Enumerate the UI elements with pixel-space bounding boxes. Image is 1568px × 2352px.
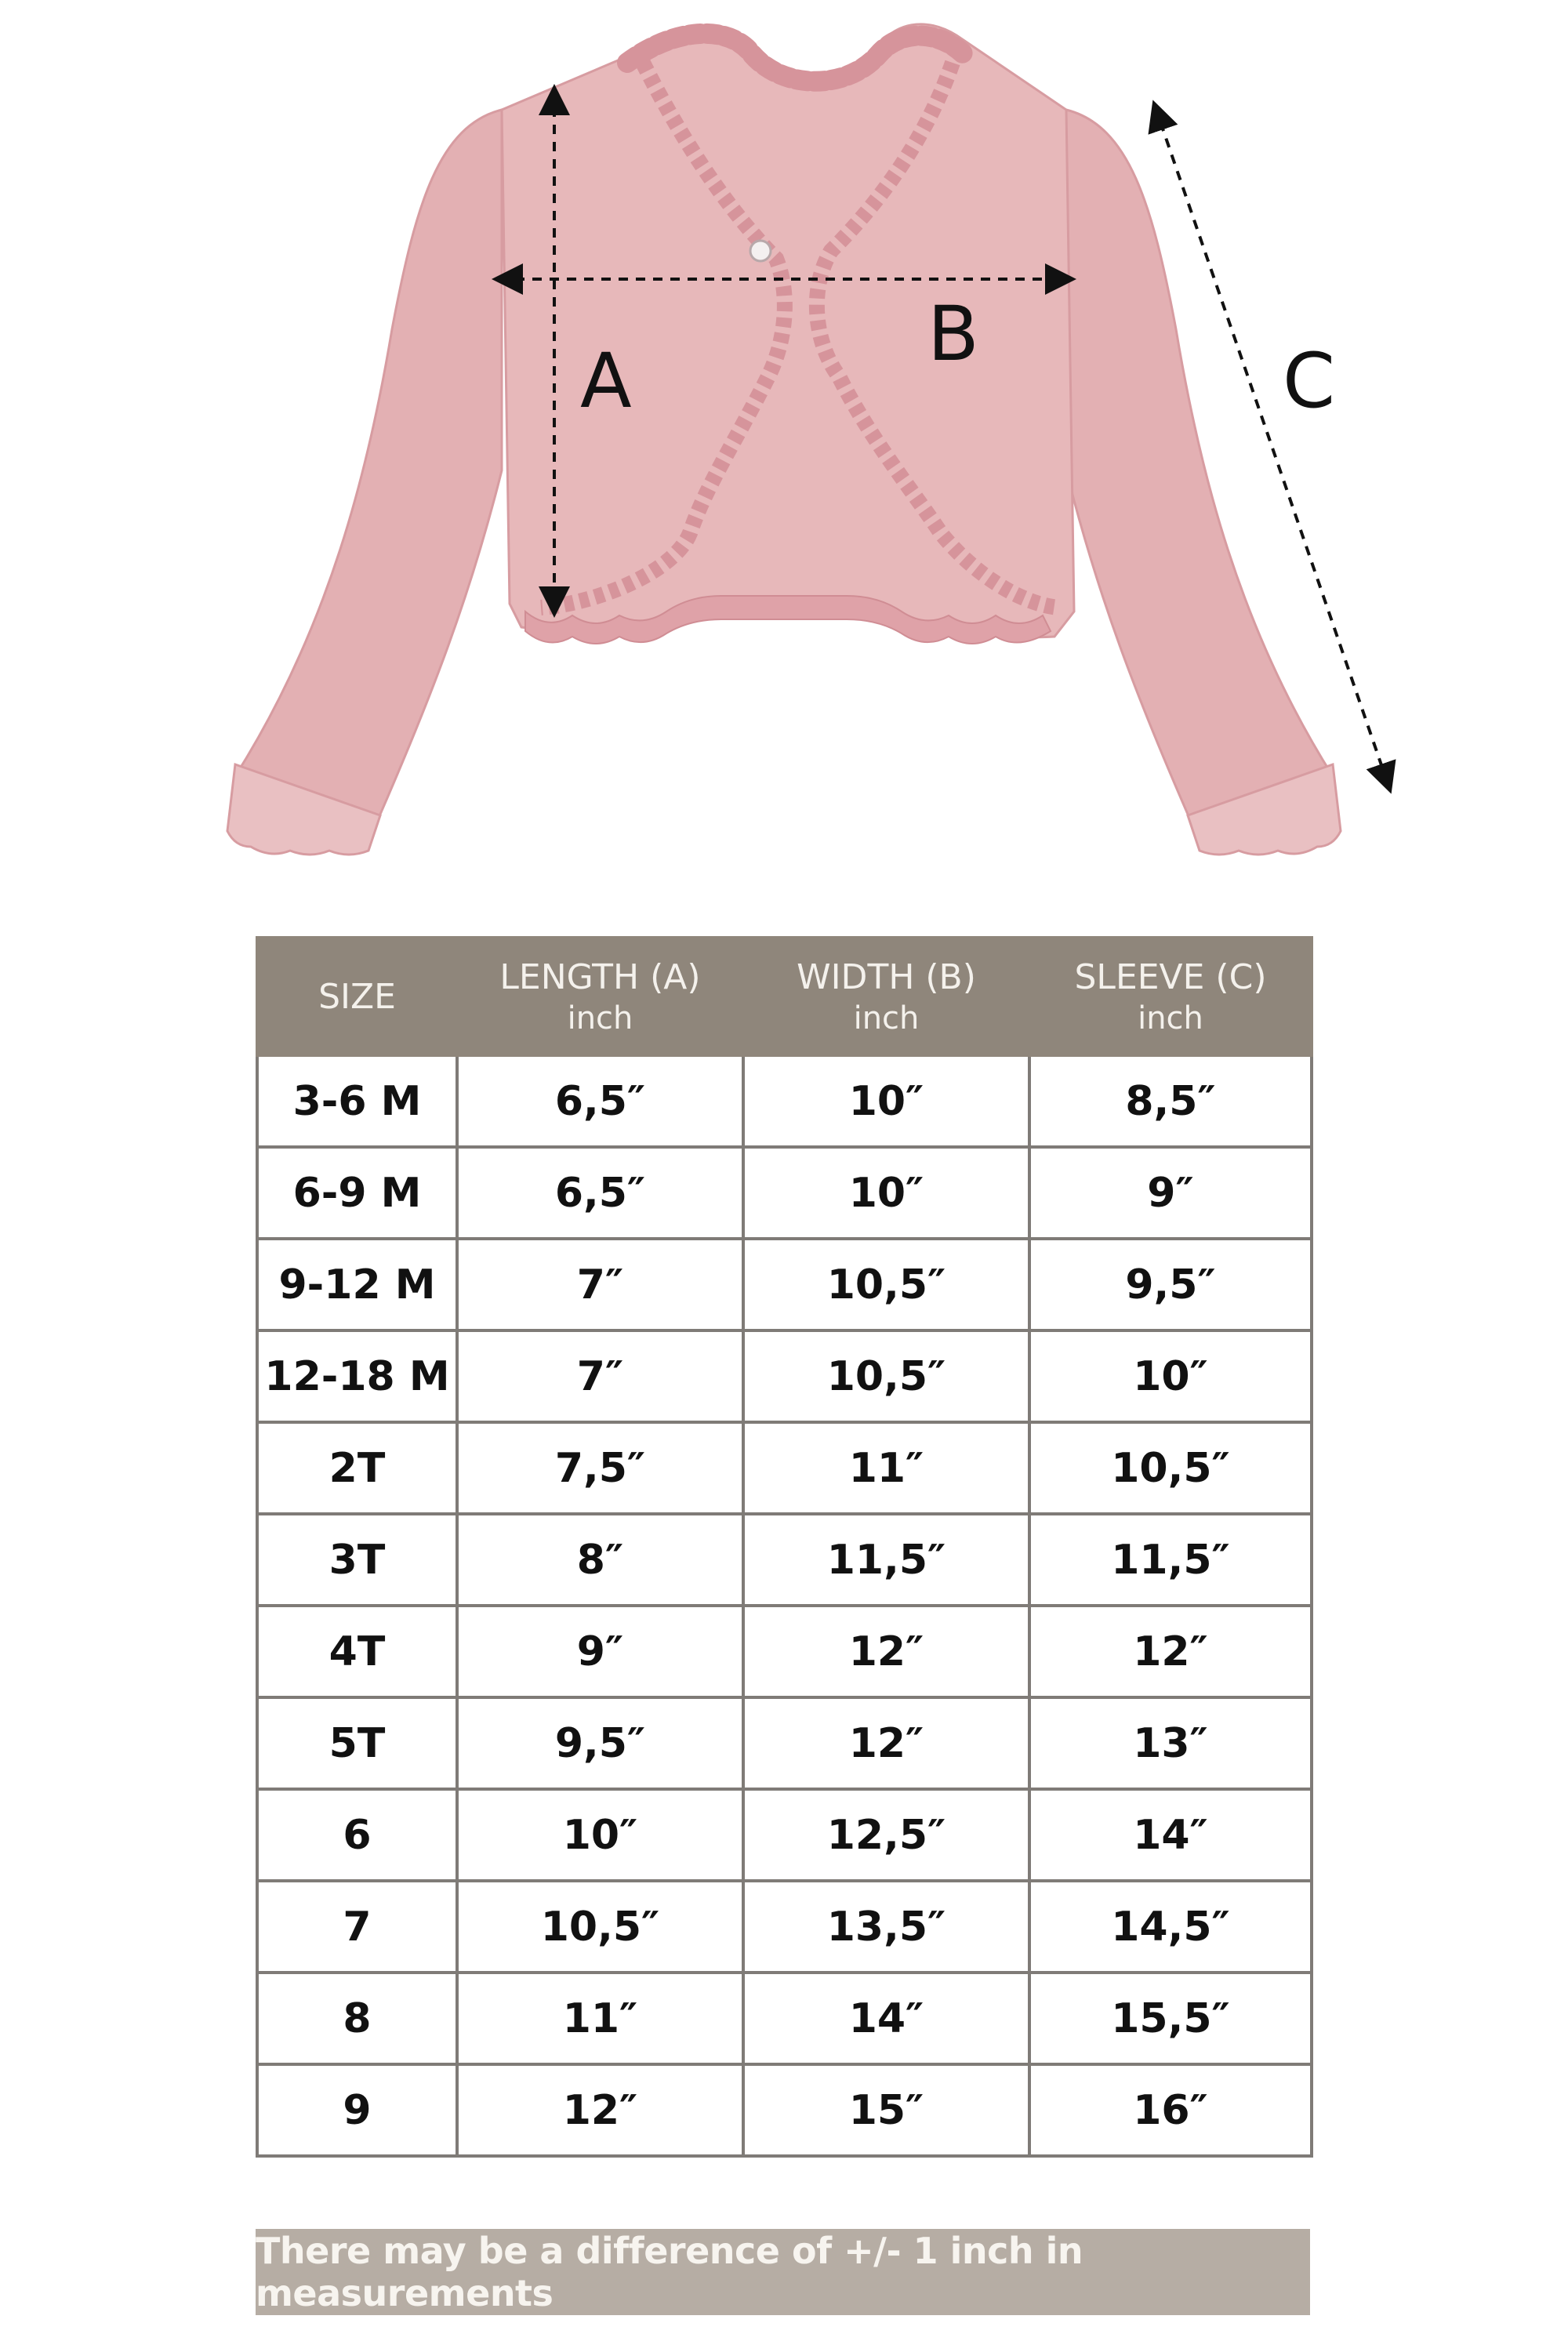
width-cell: 13,5″ [743, 1881, 1029, 1973]
measurement-note [256, 2229, 1310, 2315]
size-cell: 8 [257, 1973, 457, 2064]
length-cell: 7″ [457, 1239, 743, 1330]
table-row [257, 1422, 1312, 1514]
cardigan-illustration [0, 0, 1568, 878]
sleeve-cell: 13″ [1029, 1697, 1312, 1789]
sleeve-cell: 9″ [1029, 1147, 1312, 1239]
sleeve-cell: 14″ [1029, 1789, 1312, 1881]
table-row [257, 1789, 1312, 1881]
width-cell: 15″ [743, 2064, 1029, 2156]
right-sleeve [1066, 110, 1336, 829]
sleeve-cell: 14,5″ [1029, 1881, 1312, 1973]
width-cell: 10,5″ [743, 1239, 1029, 1330]
header-size-label: SIZE [318, 976, 396, 1017]
sleeve-cell: 8,5″ [1029, 1055, 1312, 1147]
table-row [257, 1697, 1312, 1789]
width-cell: 10″ [743, 1055, 1029, 1147]
length-cell: 9″ [457, 1606, 743, 1697]
size-cell: 4T [257, 1606, 457, 1697]
measurement-note-text: There may be a difference of +/- 1 inch in measurements [256, 2230, 1083, 2314]
width-cell: 12″ [743, 1606, 1029, 1697]
sleeve-cell: 10″ [1029, 1330, 1312, 1422]
sleeve-cell: 9,5″ [1029, 1239, 1312, 1330]
sleeve-cell: 12″ [1029, 1606, 1312, 1697]
table-row [257, 1973, 1312, 2064]
length-cell: 12″ [457, 2064, 743, 2156]
length-cell: 10,5″ [457, 1881, 743, 1973]
header-sleeve-unit: inch [1138, 1000, 1203, 1036]
sleeve-cell: 10,5″ [1029, 1422, 1312, 1514]
table-row [257, 1330, 1312, 1422]
header-length-label: LENGTH (A) [499, 956, 701, 997]
length-cell: 7″ [457, 1330, 743, 1422]
size-cell: 6-9 M [257, 1147, 457, 1239]
header-sleeve [1029, 938, 1312, 1055]
length-label: A [580, 337, 632, 425]
width-cell: 10″ [743, 1147, 1029, 1239]
header-width-unit: inch [853, 1000, 920, 1036]
length-cell: 6,5″ [457, 1147, 743, 1239]
button [750, 241, 771, 261]
length-cell: 11″ [457, 1973, 743, 2064]
size-cell: 7 [257, 1881, 457, 1973]
width-cell: 11″ [743, 1422, 1029, 1514]
size-cell: 9-12 M [257, 1239, 457, 1330]
table-row [257, 1147, 1312, 1239]
size-cell: 9 [257, 2064, 457, 2156]
header-width [743, 938, 1029, 1055]
sleeve-cell: 16″ [1029, 2064, 1312, 2156]
width-cell: 11,5″ [743, 1514, 1029, 1606]
sleeve-cell: 11,5″ [1029, 1514, 1312, 1606]
width-cell: 12,5″ [743, 1789, 1029, 1881]
table-row [257, 1055, 1312, 1147]
length-cell: 7,5″ [457, 1422, 743, 1514]
sleeve-label: C [1283, 337, 1336, 425]
size-cell: 2T [257, 1422, 457, 1514]
header-length [457, 938, 743, 1055]
header-row [257, 938, 1312, 1055]
length-cell: 9,5″ [457, 1697, 743, 1789]
size-cell: 5T [257, 1697, 457, 1789]
size-cell: 3-6 M [257, 1055, 457, 1147]
table-row [257, 1239, 1312, 1330]
header-sleeve-label: SLEEVE (C) [1074, 956, 1267, 997]
cardigan-body [502, 24, 1074, 637]
length-cell: 8″ [457, 1514, 743, 1606]
size-cell: 6 [257, 1789, 457, 1881]
size-cell: 12-18 M [257, 1330, 457, 1422]
table-row [257, 1514, 1312, 1606]
length-cell: 10″ [457, 1789, 743, 1881]
left-sleeve [235, 110, 502, 829]
width-cell: 14″ [743, 1973, 1029, 2064]
width-cell: 10,5″ [743, 1330, 1029, 1422]
table-row [257, 2064, 1312, 2156]
table-row [257, 1606, 1312, 1697]
header-length-unit: inch [567, 1000, 633, 1036]
table-row [257, 1881, 1312, 1973]
width-label: B [927, 290, 979, 378]
header-width-label: WIDTH (B) [797, 956, 976, 997]
length-cell: 6,5″ [457, 1055, 743, 1147]
sleeve-cell: 15,5″ [1029, 1973, 1312, 2064]
size-chart-table [256, 936, 1313, 2158]
header-size [257, 938, 457, 1055]
size-cell: 3T [257, 1514, 457, 1606]
width-cell: 12″ [743, 1697, 1029, 1789]
